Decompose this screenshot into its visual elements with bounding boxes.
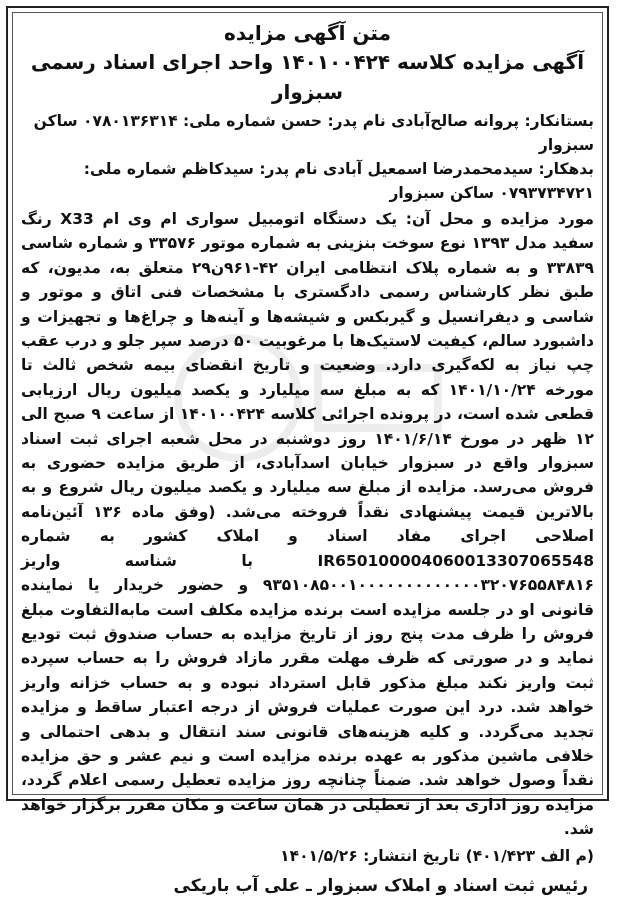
notice-subheading: آگهی مزایده کلاسه ۱۴۰۱۰۰۴۲۴ واحد اجرای اسناد رسمی سبزوار (30, 50, 585, 104)
notice-signature: رئیس ثبت اسناد و املاک سبزوار ـ علی آب باریکی (173, 875, 588, 896)
creditor-line: بستانکار: پروانه صالح‌آبادی نام پدر: حسن شماره ملی: ۰۷۸۰۱۳۶۳۱۴ ساکن سبزوار (33, 112, 594, 154)
publication-reference: (م الف ۴۰۱/۴۲۳) تاریخ انتشار: ۱۴۰۱/۵/۲۶ (280, 846, 594, 865)
notice-body: مورد مزایده و محل آن: یک دستگاه اتومبیل سواری ام وی ام X33 رنگ سفید مدل ۱۳۹۳ نوع سوخت بنزینی به شماره موتور ۳۳۵۷۶ و شماره شاسی ۳۳۸۳۹ و به شماره پلاک انتظامی ایران ۴۲-۹۶۱ن۲۹ متعلق به، مدیون، که طبق نظر کارشناس رسمی دادگستری با مشخصات فنی اتاق و موتور و شاسی و دیفرانسیل و گیربکس و شیشه‌ها و آینه‌ها و چراغ‌ها و تجهیزات و داشبورد سالم، کیفیت لاستیک‌ها با مرغوبیت ۵۰ درصد سپر جلو و درب عقب چپ نیاز به لکه‌گیری دارد. وضعیت و تاریخ انقضای بیمه شخص ثالث تا مورخه ۱۴۰۱/۱۰/۲۴ که به مبلغ سه میلیارد و یکصد میلیون ریال ارزیابی قطعی شده است، در پرونده اجرائی کلاسه ۱۴۰۱۰۰۴۲۴ از ساعت ۹ صبح الی ۱۲ ظهر در مورخ ۱۴۰۱/۶/۱۴ روز دوشنبه در محل شعبه اجرای ثبت اسناد سبزوار واقع در سبزوار خیابان اسدآبادی، از طریق مزایده حضوری به فروش می‌رسد. مزایده از مبلغ سه میلیارد و یکصد میلیون ریال شروع و به بالاترین قیمت پیشنهادی نقداً فروخته می‌شد. (وفق ماده ۱۳۶ آئین‌نامه اصلاحی اجرای مفاد اسناد و املاک کشور به شماره IR650100004060013307065548 با شناسه واریز ۹۳۵۱۰۸۵۰۰۱۰۰۰۰۰۰۰۰۰۰۰۰۰۳۲۰۷۶۵۵۸۴۸۱۶ و حضور خریدار یا نماینده قانونی او در جلسه مزایده است برنده مزایده مکلف است مابه‌التفاوت مبلغ فروش را ظرف مدت پنج روز از تاریخ مزایده به حساب صندوق ثبت تودیع نماید و در صورتی که ظرف مهلت مقرر مازاد فروش را به حساب سپرده ثبت واریز نکند مبلغ مذکور قابل استرداد نبوده و به حساب خزانه واریز خواهد شد. درد این صورت عملیات فروش از درجه اعتبار ساقط و مزایده تجدید می‌گردد. و کلیه هزینه‌های قانونی سند انتقال و بدهی احتمالی و خلافی ماشین مذکور به عهده برنده مزایده است و نیم عشر و حق مزایده نقداً وصول خواهد شد. ضمناً چنانچه روز مزایده تعطیل رسمی اعلام گردد، مزایده روز اداری بعد از تعطیلی در همان ساعت و مکان مقرر برگزار خواهد شد. (21, 210, 595, 839)
notice-inner-border (12, 12, 603, 896)
debtor-line: بدهکار: سیدمحمدرضا اسمعیل آبادی نام پدر: سیدکاظم شماره ملی: ۰۷۹۳۷۳۴۷۲۱ ساکن سبزوار (83, 160, 594, 202)
notice-heading: متن آگهی مزایده (224, 21, 391, 45)
notice-frame (6, 6, 609, 896)
